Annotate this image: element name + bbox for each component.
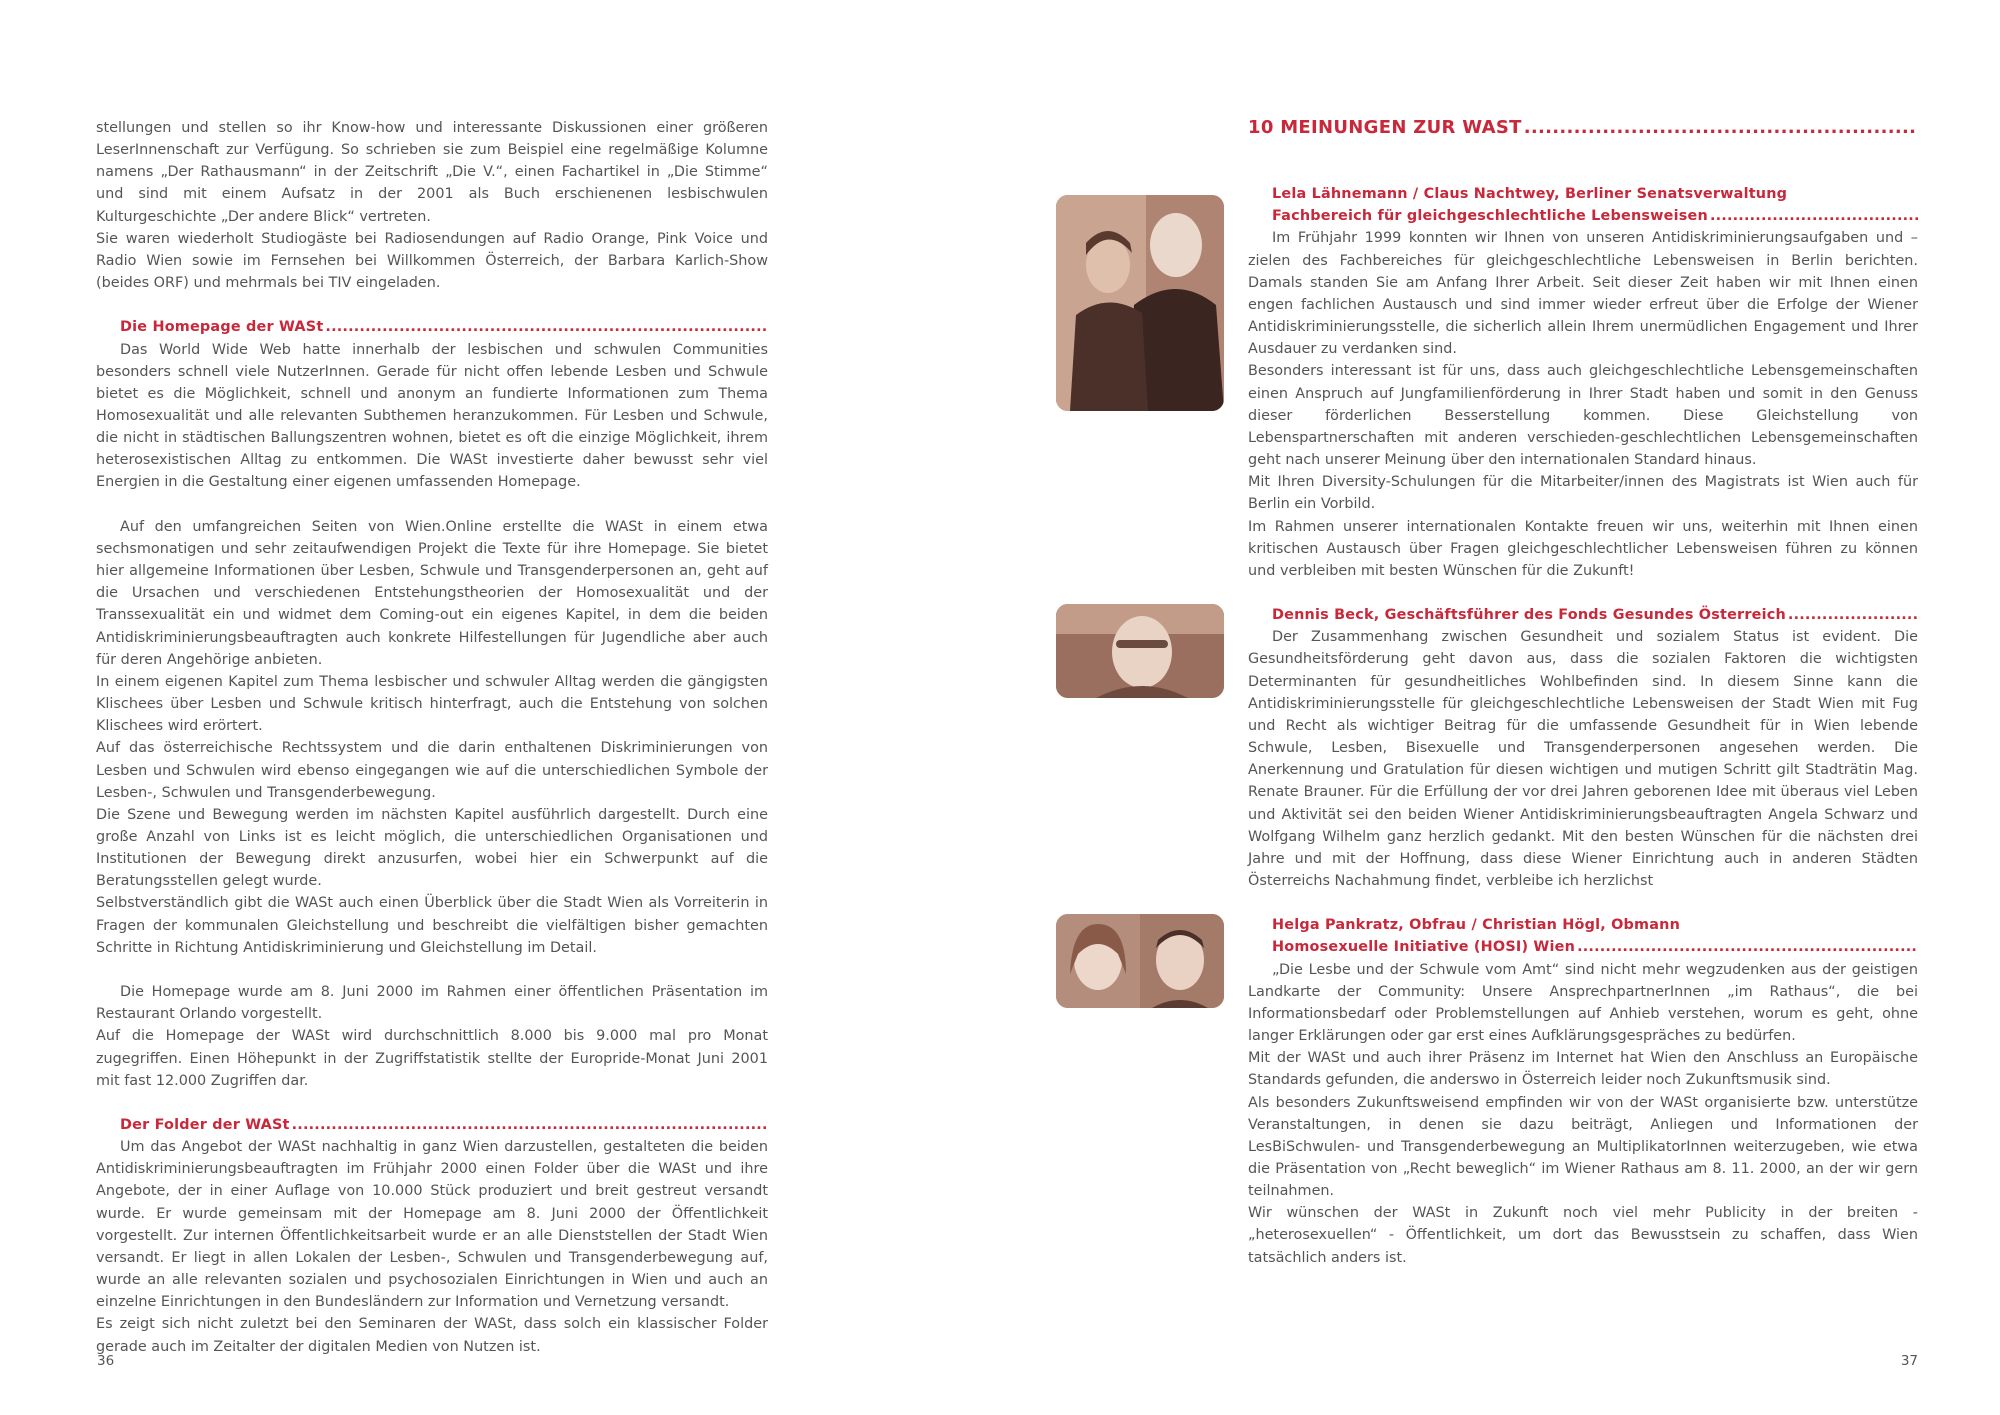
body-paragraph: Der Zusammenhang zwischen Gesundheit und sozialem Status ist evident. Die Gesundheitsförderung geht davon aus, dass die sozialen Faktoren die wichtigsten Determinanten für gesundheitliches Wohlbefinden sind. In diesem Sinne kann die Antidiskriminierungsstelle für gleichgeschlechtliche Lebensweisen der Stadt Wien mit Fug und Recht als wichtiger Beitrag für die umfassende Gesundheit für in Wien lebende Schwule, Lesben, Bisexuelle und Transgenderpersonen angesehen werden. Die Anerkennung und Gratulation für diesen wichtigen und mutigen Schritt gilt Stadträtin Mag. Renate Brauner. Für die Erfüllung der vor drei Jahren geborenen Idee mit überaus viel Leben und Aktivität sei den beiden Wiener Antidiskriminierungsbeauftragten Angela Schwarz und Wolfgang Wilhelm ganz herzlich gedankt. Mit den besten Wünschen für die nächsten drei Jahre und mit der Hoffnung, dass diese Wiener Einrichtung auch in anderen Städten Österreichs Nachahmung findet, verbleibe ich herzlichst <box>1248 629 1918 889</box>
body-paragraph: Sie waren wiederholt Studiogäste bei Radiosendungen auf Radio Orange, Pink Voice und Radio Wien sowie im Fernsehen bei Willkommen Österreich, der Barbara Karlich-Show (beides ORF) und mehrmals bei TIV eingeladen. <box>96 230 768 292</box>
leader-dots <box>292 1114 768 1136</box>
body-paragraph: Selbstverständlich gibt die WASt auch einen Überblick über die Stadt Wien als Vorreiterin in Fragen der kommunalen Gleichstellung und beschreibt die vielfältigen bisher gemachten Schritte in Richtung Antidiskriminierung und Gleichstellung im Detail. <box>96 895 768 956</box>
portrait-photo <box>1056 195 1224 411</box>
homepage-heading-text: Die Homepage der WASt <box>120 319 324 336</box>
homepage-heading <box>96 316 768 338</box>
quote-heading <box>1248 604 1918 626</box>
portrait-photo <box>1056 914 1224 1008</box>
section-title-text: 10 MEINUNGEN ZUR WAST <box>1248 117 1522 138</box>
body-paragraph: Um das Angebot der WASt nachhaltig in ganz Wien darzustellen, gestalteten die beiden Antidiskriminierungsbeauftragten im Frühjahr 2000 einen Folder über die WASt und ihre Angebote, der in einer Auflage von 10.000 Stück produziert und breit gestreut versandt wurde. Er wurde gemeinsam mit der Homepage am 8. Juni 2000 der Öffentlichkeit vorgestellt. Zur internen Öffentlichkeitsarbeit wurde er an alle Dienststellen der Stadt Wien versandt. Er liegt in allen Lokalen der Lesben-, Schwulen und Transgenderbewegung auf, wurde an alle relevanten sozialen und psychosozialen Einrichtungen in Wien und auch an einzelne Einrichtungen in den Bundesländern zur Information und Vernetzung versandt. <box>96 1139 768 1311</box>
quote-heading <box>1248 205 1918 227</box>
quote-author: Dennis Beck, Geschäftsführer des Fonds Gesundes Österreich <box>1272 607 1786 624</box>
quote-block <box>1248 183 1918 582</box>
page-number: 37 <box>1900 1353 1918 1369</box>
quote-organisation: Fachbereich für gleichgeschlechtliche Lebensweisen <box>1272 208 1708 225</box>
body-paragraph: Im Rahmen unserer internationalen Kontakte freuen wir uns, weiterhin mit Ihnen einen kritischen Austausch über Fragen gleichgeschlechtlicher Lebensweisen führen zu können und verbleiben mit besten Wünschen für die Zukunft! <box>1248 518 1918 579</box>
quote-heading <box>1248 936 1918 958</box>
quote-heading <box>1248 183 1918 205</box>
body-paragraph: Besonders interessant ist für uns, dass auch gleichgeschlechtliche Lebensgemeinschaften einen Anspruch auf Jungfamilienförderung in Ihrer Stadt haben und somit in den Genuss dieser förderlichen Besserstellung kommen. Diese Gleichstellung von Lebenspartnerschaften mit anderen verschieden-geschlechtlichen Lebensgemeinschaften geht nach unserer Meinung über den internationalen Standard hinaus. <box>1248 363 1918 469</box>
quote-organisation: Homosexuelle Initiative (HOSI) Wien <box>1272 939 1576 956</box>
folder-heading-text: Der Folder der WASt <box>120 1116 290 1133</box>
body-paragraph: Auf die Homepage der WASt wird durchschnittlich 8.000 bis 9.000 mal pro Monat zugegriffen. Einen Höhepunkt in der Zugriffstatistik stellte der Europride-Monat Juni 2001 mit fast 12.000 Zugriffen dar. <box>96 1028 768 1089</box>
body-paragraph: stellungen und stellen so ihr Know-how und interessante Diskussionen einer größeren LeserInnenschaft zur Verfügung. So schrieben sie zum Beispiel eine regelmäßige Kolumne namens „Der Rathausmann“ in der Zeitschrift „Die V.“, einen Fachartikel in „Die Stimme“ und sind mit einem Aufsatz in der 2001 als Buch erschienenen lesbischwulen Kulturgeschichte „Der andere Blick“ vertreten. <box>96 120 768 225</box>
leader-dots <box>325 316 768 338</box>
page-number: 36 <box>97 1353 115 1369</box>
body-paragraph: In einem eigenen Kapitel zum Thema lesbischer und schwuler Alltag werden die gängigsten Klischees über Lesben und Schwule kritisch hinterfragt, auch die Entstehung von solchen Klischees wird erörtert. <box>96 673 768 735</box>
left-column <box>96 117 768 1358</box>
body-paragraph: Das World Wide Web hatte innerhalb der lesbischen und schwulen Communities besonders schnell viele NutzerInnen. Gerade für nicht offen lebende Lesben und Schwule bietet es die Möglichkeit, schnell und anonym an fundierte Informationen zum Thema Homosexualität und alle relevanten Subthemen heranzukommen. Für Lesben und Schwule, die nicht in städtischen Ballungszentren wohnen, bietet es oft die einzige Möglichkeit, ihrem heterosexistischen Alltag zu entkommen. Die WASt investierte daher bewusst sehr viel Energien in die Gestaltung einer eigenen umfassenden Homepage. <box>96 341 768 491</box>
quote-heading <box>1248 914 1918 936</box>
right-page <box>1000 0 2000 1415</box>
right-column <box>1248 117 1918 1269</box>
body-paragraph: Die Homepage wurde am 8. Juni 2000 im Rahmen einer öffentlichen Präsentation im Restaurant Orlando vorgestellt. <box>96 984 768 1023</box>
leader-dots <box>1577 936 1918 958</box>
body-paragraph: Im Frühjahr 1999 konnten wir Ihnen von unseren Antidiskriminierungsaufgaben und –zielen des Fachbereiches für gleichgeschlechtliche Lebensweisen in Berlin berichten. Damals standen Sie am Anfang Ihrer Arbeit. Seit dieser Zeit haben wir mit Ihnen einen engen fachlichen Austausch und sind immer wieder erfreut über die Erfolge der Wiener Antidiskriminierungsstelle, die sicherlich allein Ihrem unermüdlichen Engagement und Ihrer Ausdauer zu verdanken sind. <box>1248 230 1918 358</box>
body-paragraph: Die Szene und Bewegung werden im nächsten Kapitel ausführlich dargestellt. Durch eine große Anzahl von Links ist es leicht möglich, die unterschiedlichen Organisationen und Institutionen der Bewegung direkt anzusurfen, wobei hier ein Schwerpunkt auf die Beratungsstellen gelegt wurde. <box>96 806 768 890</box>
body-paragraph: „Die Lesbe und der Schwule vom Amt“ sind nicht mehr wegzudenken aus der geistigen Landkarte der Community: Unsere AnsprechpartnerInnen „im Rathaus“, die bei Informationsbedarf oder Problemstellungen auf Anhieb verstehen, worum es geht, ohne langer Erklärungen oder gar erst eines Aufklärungsgespräches zu bedürfen. <box>1248 961 1918 1045</box>
body-paragraph: Es zeigt sich nicht zuletzt bei den Seminaren der WASt, dass solch ein klassischer Folder gerade auch im Zeitalter der digitalen Medien von Nutzen ist. <box>96 1316 768 1355</box>
body-paragraph: Mit Ihren Diversity-Schulungen für die Mitarbeiter/innen des Magistrats ist Wien auch für Berlin ein Vorbild. <box>1248 474 1918 513</box>
section-title <box>1248 117 1918 139</box>
quote-author: Helga Pankratz, Obfrau / Christian Högl, Obmann <box>1272 917 1681 934</box>
leader-dots <box>1524 117 1918 139</box>
folder-heading <box>96 1114 768 1136</box>
quote-block <box>1248 604 1918 892</box>
body-paragraph: Als besonders Zukunftsweisend empfinden wir von der WASt organisierte bzw. unterstütze Veranstaltungen, in denen sie dazu beiträgt, Anliegen und Informationen der LesBiSchwulen- und Transgenderbewegung an MultiplikatorInnen weiterzugeben, wie etwa die Präsentation von „Recht beweglich“ im Wiener Rathaus am 8. 11. 2000, an der wir gern teilnahmen. <box>1248 1094 1918 1200</box>
quote-author: Lela Lähnemann / Claus Nachtwey, Berliner Senatsverwaltung <box>1272 186 1788 203</box>
body-paragraph: Wir wünschen der WASt in Zukunft noch viel mehr Publicity in der breiten - „heterosexuellen“ - Öffentlichkeit, um dort das Bewusstsein zu schaffen, dass Wien tatsächlich anders ist. <box>1248 1205 1918 1266</box>
leader-dots <box>1710 205 1918 227</box>
quote-block <box>1248 914 1918 1269</box>
leader-dots <box>1788 604 1918 626</box>
portrait-photo <box>1056 604 1224 698</box>
body-paragraph: Auf den umfangreichen Seiten von Wien.Online erstellte die WASt in einem etwa sechsmonatigen und sehr zeitaufwendigen Projekt die Texte für ihre Homepage. Sie bietet hier allgemeine Informationen über Lesben, Schwule und Transgenderpersonen an, geht auf die Ursachen und verschiedenen Entstehungstheorien der Homosexualität und der Transsexualität ein und widmet dem Coming-out ein eigenes Kapitel, in dem die beiden Antidiskriminierungsbeauftragten auch konkrete Hilfestellungen für Jugendliche aber auch für deren Angehörige anbieten. <box>96 518 768 668</box>
body-paragraph: Auf das österreichische Rechtssystem und die darin enthaltenen Diskriminierungen von Lesben und Schwulen wird ebenso eingegangen wie auf die unterschiedlichen Symbole der Lesben-, Schwulen und Transgenderbewegung. <box>96 740 768 801</box>
body-paragraph: Mit der WASt und auch ihrer Präsenz im Internet hat Wien den Anschluss an Europäische Standards gefunden, die anderswo in Österreich leider noch Zukunftsmusik sind. <box>1248 1050 1918 1089</box>
